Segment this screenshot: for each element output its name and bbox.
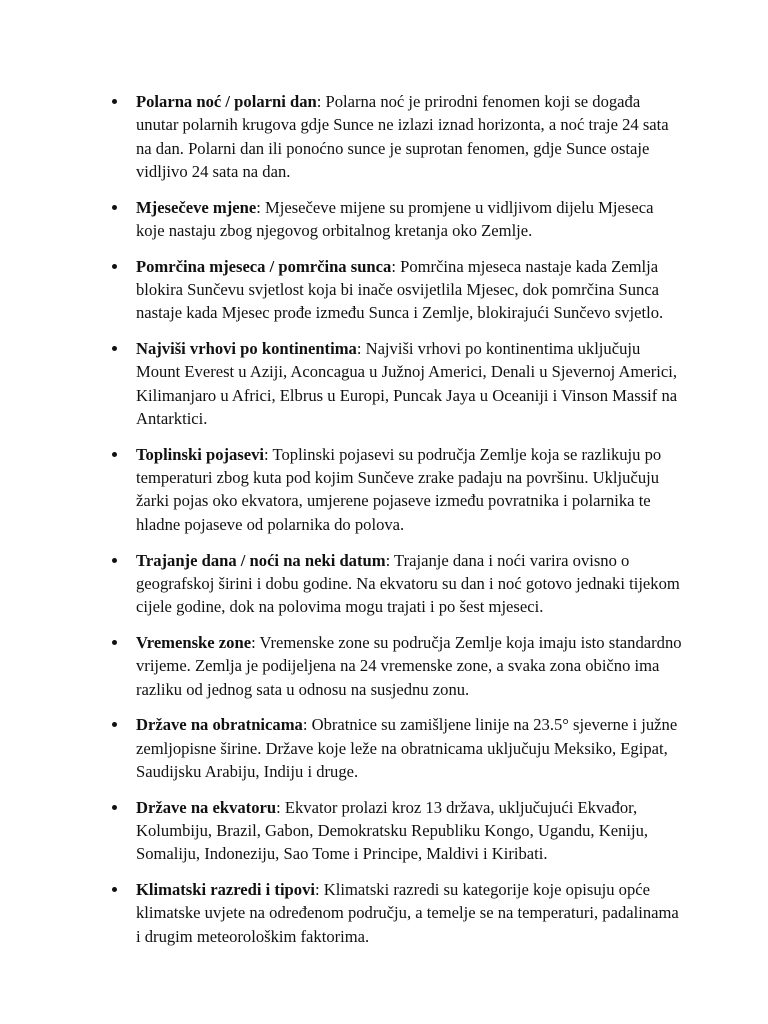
item-term: Vremenske zone bbox=[136, 632, 252, 652]
bullet-list bbox=[112, 90, 682, 961]
bullet-icon bbox=[112, 264, 117, 269]
bullet-icon bbox=[112, 205, 117, 210]
item-term: Najviši vrhovi po kontinentima bbox=[136, 339, 357, 359]
list-item bbox=[112, 337, 682, 430]
item-term: Mjesečeve mjene bbox=[136, 197, 257, 217]
list-item bbox=[112, 631, 682, 701]
bullet-icon bbox=[112, 722, 117, 727]
item-term: Klimatski razredi i tipovi bbox=[136, 880, 315, 900]
bullet-icon bbox=[112, 805, 117, 810]
item-text: : Toplinski pojasevi su područja Zemlje koja se razlikuju po temperaturi zbog kuta pod kojim Sunčeve zrake padaju na površinu. Uključuju žarki pojas oko ekvatora, umjerene pojaseve između povratnika i polarnika te hladne pojaseve od polarnika do polova. bbox=[136, 444, 662, 534]
item-text: : Obratnice su zamišljene linije na 23.5° sjeverne i južne zemljopisne širine. Države koje leže na obratnicama uključuju Meksiko, Egipat, Saudijsku Arabiju, Indiju i druge. bbox=[136, 715, 678, 781]
list-item bbox=[112, 713, 682, 783]
item-text: : Mjesečeve mijene su promjene u vidljivom dijelu Mjeseca koje nastaju zbog njegovog orbitalnog kretanja oko Zemlje. bbox=[136, 197, 654, 240]
item-term: Trajanje dana / noći na neki datum bbox=[136, 550, 386, 570]
list-item bbox=[112, 196, 682, 243]
list-item bbox=[112, 549, 682, 619]
bullet-icon bbox=[112, 99, 117, 104]
item-text: : Polarna noć je prirodni fenomen koji se događa unutar polarnih krugova gdje Sunce ne izlazi iznad horizonta, a noć traje 24 sata na dan. Polarni dan ili ponoćno sunce je suprotan fenomen, gdje Sunce ostaje vidljivo 24 sata na dan. bbox=[136, 92, 669, 181]
bullet-icon bbox=[112, 887, 117, 892]
item-term: Države na ekvatoru bbox=[136, 797, 277, 817]
list-item bbox=[112, 90, 682, 183]
bullet-icon bbox=[112, 346, 117, 351]
item-term: Države na obratnicama bbox=[136, 715, 303, 735]
list-item bbox=[112, 796, 682, 866]
item-text: : Klimatski razredi su kategorije koje opisuju opće klimatske uvjete na određenom području, a temelje se na temperaturi, padalinama i drugim meteorološkim faktorima. bbox=[136, 880, 679, 946]
bullet-icon bbox=[112, 640, 117, 645]
item-text: : Najviši vrhovi po kontinentima uključuju Mount Everest u Aziji, Aconcagua u Južnoj Americi, Denali u Sjevernoj Americi, Kilimanjaro u Africi, Elbrus u Europi, Puncak Jaya u Oceaniji i Vinson Massif na Antarktici. bbox=[136, 339, 678, 429]
bullet-icon bbox=[112, 452, 117, 457]
list-item bbox=[112, 255, 682, 325]
item-text: : Vremenske zone su područja Zemlje koja imaju isto standardno vrijeme. Zemlja je podijeljena na 24 vremenske zone, a svaka zona obično ima razliku od jednog sata u odnosu na susjednu zonu. bbox=[136, 632, 682, 699]
item-term: Polarna noć / polarni dan bbox=[136, 92, 317, 111]
item-term: Pomrčina mjeseca / pomrčina sunca bbox=[136, 256, 392, 276]
item-text: : Ekvator prolazi kroz 13 država, uključujući Ekvađor, Kolumbiju, Brazil, Gabon, Demokratsku Republiku Kongo, Ugandu, Keniju, Somaliju, Indoneziju, Sao Tome i Principe, Maldivi i Kiribati. bbox=[136, 797, 649, 864]
bullet-icon bbox=[112, 558, 117, 563]
item-text: : Trajanje dana i noći varira ovisno o geografskoj širini i dobu godine. Na ekvatoru su dan i noć gotovo jednaki tijekom cijele godine, dok na polovima mogu trajati i po šest mjeseci. bbox=[136, 550, 680, 617]
list-item bbox=[112, 443, 682, 536]
item-text: : Pomrčina mjeseca nastaje kada Zemlja blokira Sunčevu svjetlost koja bi inače osvijetlila Mjesec, dok pomrčina Sunca nastaje kada Mjesec prođe između Sunca i Zemlje, blokirajući Sunčevo svjetlo. bbox=[136, 256, 664, 323]
list-item bbox=[112, 878, 682, 948]
item-term: Toplinski pojasevi bbox=[136, 444, 265, 464]
